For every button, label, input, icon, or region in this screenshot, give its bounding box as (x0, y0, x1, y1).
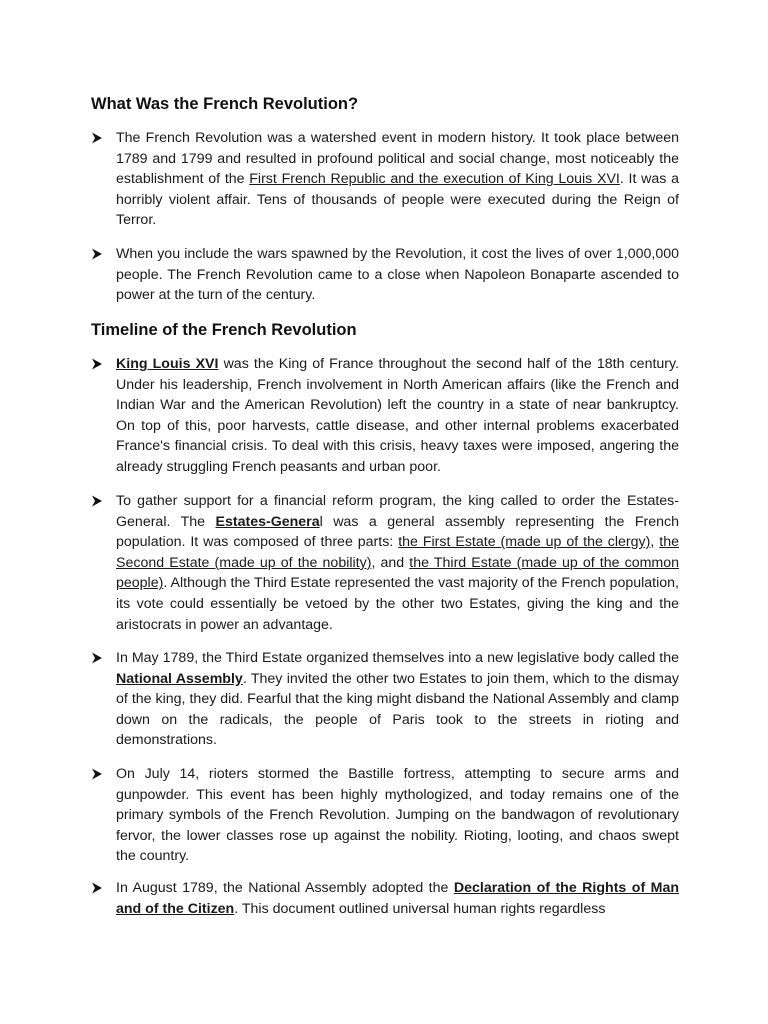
arrow-bullet-icon (91, 248, 103, 260)
arrow-bullet-icon (91, 495, 103, 507)
arrow-bullet-icon (91, 132, 103, 144)
arrow-bullet-icon (91, 882, 103, 894)
text-span: . This document outlined universal human rights regardless (234, 900, 606, 917)
text-span: In August 1789, the National Assembly adopted the (116, 880, 454, 896)
text-span: , and (371, 554, 410, 571)
text-span: was the King of France throughout the second half of the 18th century. Under his leadership, French involvement in North American affairs (like the French and Indian War and the American Revolution) left the country in a state of near bankruptcy. On top of this, poor harvests, cattle disease, and other internal problems exacerbated France's financial crisis. To deal with this crisis, heavy taxes were imposed, angering the already struggling French peasants and urban poor. (116, 356, 679, 475)
bold-term-link[interactable]: National Assembly (116, 670, 243, 687)
section-heading-timeline: Timeline of the French Revolution (91, 321, 357, 339)
bullet-text: On July 14, rioters stormed the Bastille fortress, attempting to secure arms and gunpowder. This event has been highly mythologized, and today remains one of the primary symbols of the French Revolution. Jumping on the bandwagon of revolutionary fervor, the lower classes rose up against the nobility. Rioting, looting, and chaos swept the country. (116, 766, 679, 865)
text-span: , (650, 534, 660, 551)
bullet-text (116, 648, 679, 751)
bullet-text (116, 354, 679, 478)
bold-term-link[interactable]: Estates-Genera (215, 513, 320, 530)
underlined-link-text[interactable]: the First Estate (made up of the clergy) (398, 534, 651, 551)
bold-term-link[interactable]: Declaration of the Rights of Man and of the Citizen (116, 880, 679, 917)
bullet-item (91, 878, 679, 919)
bullet-item (91, 491, 679, 635)
underlined-link-text[interactable]: the Third Estate (made up of the common people) (116, 554, 680, 592)
text-span: l was a general assembly representing the French population. It was composed of three parts: (116, 513, 679, 551)
arrow-bullet-icon (91, 358, 103, 370)
bullet-item (91, 128, 679, 231)
bullet-text (116, 491, 679, 635)
text-span: In May 1789, the Third Estate organized themselves into a new legislative body called the (116, 650, 679, 666)
bullet-item (91, 244, 679, 306)
bullet-item (91, 648, 679, 751)
bullet-item (91, 764, 679, 867)
underlined-link-text[interactable]: the Second Estate (made up of the nobility) (116, 534, 679, 571)
arrow-bullet-icon (91, 652, 103, 664)
bullet-text (116, 878, 679, 919)
text-span: The French Revolution was a watershed event in modern history. It took place between 1789 and 1799 and resulted in profound political and social change, most noticeably the establishment of the (116, 130, 679, 188)
bold-term-link[interactable]: King Louis XVI (116, 356, 219, 372)
bullet-text: When you include the wars spawned by the Revolution, it cost the lives of over 1,000,000 people. The French Revolution came to a close when Napoleon Bonaparte ascended to power at the turn of the century. (116, 246, 679, 304)
text-span: . Although the Third Estate represented the vast majority of the French population, its vote could essentially be vetoed by the other two Estates, giving the king and the aristocrats in power an advantage. (116, 575, 679, 633)
text-span: . It was a horribly violent affair. Tens of thousands of people were executed during the Reign of Terror. (116, 171, 679, 229)
bullet-text (116, 128, 679, 231)
text-span: To gather support for a financial reform program, the king called to order the Estates-General. The (116, 493, 679, 530)
bullet-item (91, 354, 679, 478)
section-heading-what-was: What Was the French Revolution? (91, 95, 359, 113)
arrow-bullet-icon (91, 768, 103, 780)
text-span: . They invited the other two Estates to join them, which to the dismay of the king, they did. Fearful that the king might disband the National Assembly and clamp down on the radicals, the people of Paris took to the streets in rioting and demonstrations. (116, 670, 679, 749)
underlined-link-text[interactable]: First French Republic and the execution of King Louis XVI (249, 171, 620, 188)
